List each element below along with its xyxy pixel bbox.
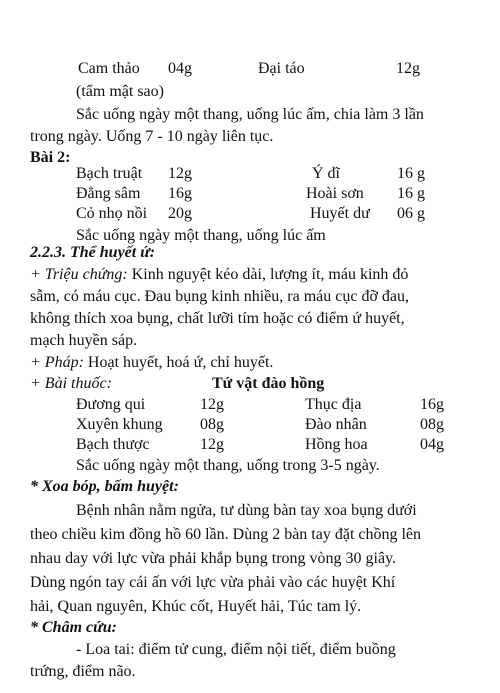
- usage-line: Sắc uống ngày một thang, uống lúc ấm: [76, 227, 326, 244]
- method-line: [30, 353, 273, 373]
- symptoms-text: sẫm, có máu cục. Đau bụng kinh nhiều, ra máu cục đỡ đau,: [30, 288, 410, 305]
- symptoms-text: mạch huyền sáp.: [30, 332, 138, 349]
- herb-name: Đào nhân: [305, 416, 367, 433]
- massage-text: Bệnh nhân nằm ngửa, tư dùng bàn tay xoa bụng dưới: [76, 502, 417, 519]
- herb-dose: 12g: [200, 436, 224, 453]
- herb-name: Đương qui: [76, 396, 146, 413]
- herb-dose: 12g: [168, 165, 192, 182]
- preparation-note: (tẩm mật sao): [76, 83, 164, 100]
- massage-text: hải, Quan nguyên, Khúc cốt, Huyết hải, Túc tam lý.: [30, 598, 362, 615]
- herb-dose: 12g: [396, 60, 420, 77]
- massage-heading: * Xoa bóp, bấm huyệt:: [30, 478, 179, 495]
- herb-name: Ý dĩ: [312, 165, 340, 182]
- method-text: Hoạt huyết, hoá ứ, chỉ huyết.: [83, 354, 274, 371]
- method-label: + Pháp:: [30, 354, 84, 371]
- herb-name: Cỏ nhọ nồi: [76, 205, 148, 222]
- herb-name: Thục địa: [305, 396, 362, 413]
- herb-dose: 16 g: [397, 185, 425, 202]
- herb-name: Cam thảo: [78, 60, 140, 77]
- herb-dose: 08g: [200, 416, 224, 433]
- recipe-heading: Bài 2:: [30, 149, 71, 166]
- herb-dose: 04g: [420, 436, 444, 453]
- herb-name: Xuyên khung: [76, 416, 163, 433]
- acupuncture-heading: * Châm cứu:: [30, 619, 117, 636]
- herb-name: Bạch thược: [76, 436, 150, 453]
- massage-text: theo chiều kim đồng hồ 60 lần. Dùng 2 bàn tay đặt chồng lên: [30, 526, 422, 543]
- herb-dose: 06 g: [397, 205, 425, 222]
- section-heading: 2.2.3. Thể huyết ứ:: [30, 244, 156, 261]
- herb-name: Huyết dư: [310, 205, 370, 222]
- herb-name: Đại táo: [258, 60, 305, 77]
- herb-dose: 16g: [420, 396, 444, 413]
- herb-dose: 08g: [420, 416, 444, 433]
- massage-text: Dùng ngón tay cái ấn với lực vừa phải vào các huyệt Khí: [30, 574, 396, 591]
- acupuncture-text: trứng, điểm não.: [30, 663, 136, 680]
- remedy-name: Tứ vật đào hồng: [212, 375, 325, 392]
- symptoms-text: không thích xoa bụng, chất lưỡi tím hoặc có điểm ứ huyết,: [30, 310, 405, 327]
- herb-name: Đẳng sâm: [76, 185, 141, 202]
- herb-name: Hồng hoa: [305, 436, 368, 453]
- herb-dose: 16 g: [397, 165, 425, 182]
- symptoms-label: + Triệu chứng:: [30, 266, 128, 283]
- herb-name: Hoài sơn: [306, 185, 364, 202]
- herb-dose: 16g: [168, 185, 192, 202]
- usage-line: trong ngày. Uống 7 - 10 ngày liên tục.: [30, 128, 274, 145]
- massage-text: nhau day với lực vừa phải khắp bụng trong vòng 30 giây.: [30, 550, 397, 567]
- symptoms-line: [30, 265, 408, 285]
- herb-name: Bạch truật: [76, 165, 143, 182]
- usage-line: Sắc uống ngày một thang, uống lúc ấm, chia làm 3 lần: [76, 106, 424, 123]
- acupuncture-text: - Loa tai: điểm tử cung, điểm nội tiết, điểm buồng: [76, 641, 396, 658]
- remedy-label: + Bài thuốc:: [30, 375, 112, 392]
- herb-dose: 04g: [168, 60, 192, 77]
- usage-line: Sắc uống ngày một thang, uống trong 3-5 ngày.: [76, 457, 380, 474]
- herb-dose: 12g: [200, 396, 224, 413]
- symptoms-text: Kinh nguyệt kéo dài, lượng ít, máu kinh đỏ: [127, 266, 409, 283]
- herb-dose: 20g: [168, 205, 192, 222]
